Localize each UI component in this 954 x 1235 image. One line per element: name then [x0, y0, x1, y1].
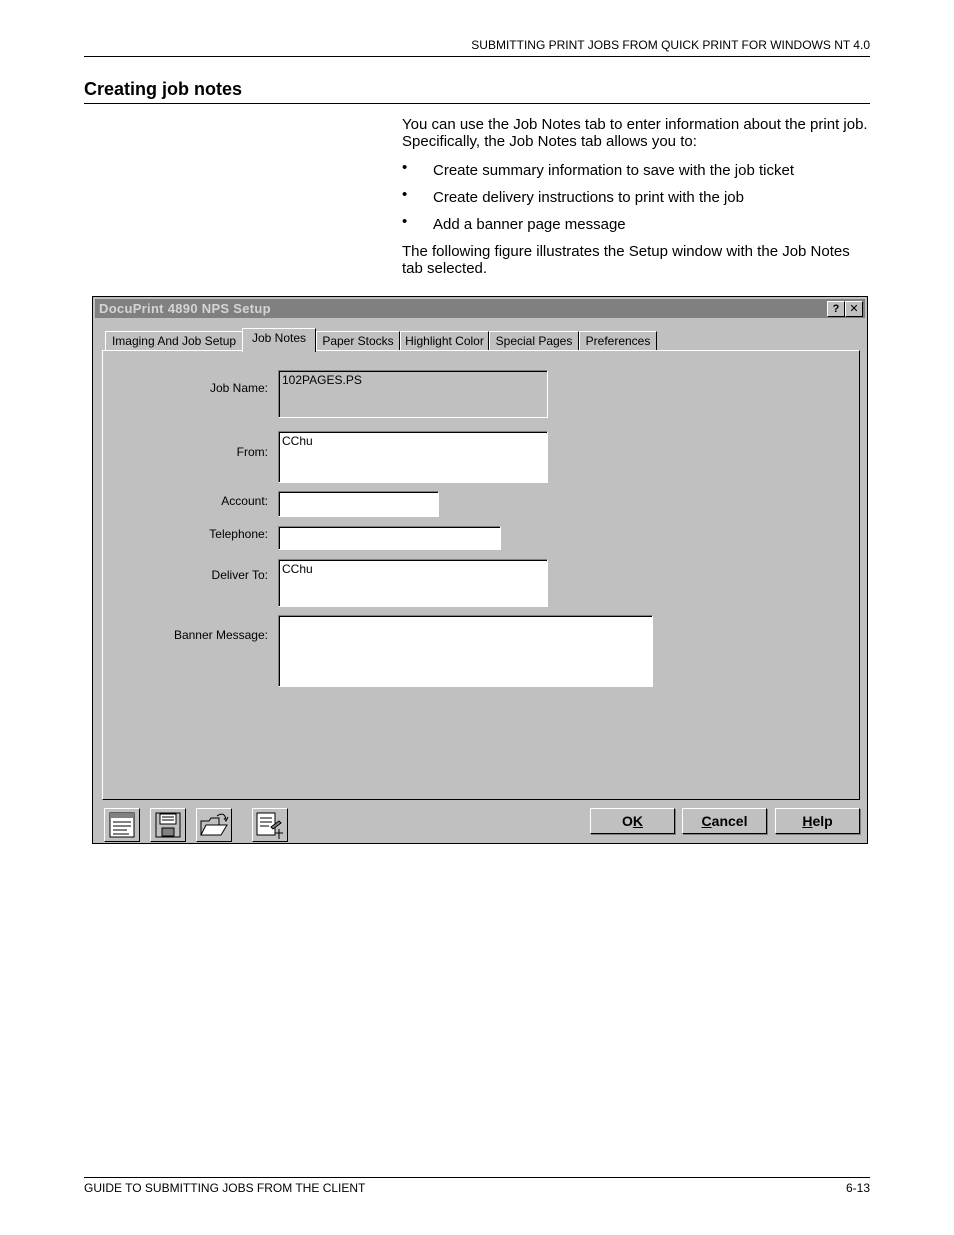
account-label: Account: — [221, 494, 268, 508]
close-icon[interactable]: ✕ — [845, 301, 863, 317]
tab-job-notes[interactable]: Job Notes — [242, 328, 316, 352]
save-button[interactable] — [150, 808, 186, 842]
section-title: Creating job notes — [84, 79, 243, 99]
bullet-icon: • — [402, 213, 408, 230]
dialog-title: DocuPrint 4890 NPS Setup — [99, 301, 271, 316]
bullet-text: Create summary information to save with the job ticket — [433, 162, 794, 179]
from-field[interactable]: CChu — [278, 431, 548, 483]
job-ticket-button[interactable] — [104, 808, 140, 842]
from-label: From: — [236, 445, 268, 459]
page-number: 6-13 — [845, 1181, 870, 1195]
section-rule — [84, 103, 870, 104]
ok-button-label: OK — [621, 813, 643, 829]
bullet-icon: • — [402, 159, 408, 176]
cancel-button[interactable] — [682, 808, 767, 834]
job-name-label: Job Name: — [209, 381, 268, 395]
deliver-to-field[interactable]: CChu — [278, 559, 548, 607]
help-button-label: Help — [802, 813, 833, 829]
header-rule — [84, 56, 870, 57]
open-button[interactable] — [196, 808, 232, 842]
open-folder-icon — [197, 809, 231, 841]
help-icon[interactable]: ? — [827, 301, 845, 317]
running-head: SUBMITTING PRINT JOBS FROM QUICK PRINT FOR WINDOWS NT 4.0 — [471, 38, 870, 52]
default-settings-icon — [253, 809, 287, 841]
tab-special-pages[interactable]: Special Pages — [489, 331, 579, 351]
job-notes-panel — [102, 350, 860, 800]
tab-preferences[interactable]: Preferences — [579, 331, 657, 351]
footer-rule — [84, 1177, 870, 1178]
tab-highlight-color[interactable]: Highlight Color — [400, 331, 489, 351]
bullet-icon: • — [402, 186, 408, 203]
save-disk-icon — [151, 809, 185, 841]
job-ticket-icon — [105, 809, 139, 841]
job-name-field[interactable]: 102PAGES.PS — [278, 370, 548, 418]
setup-dialog — [92, 296, 868, 844]
help-button[interactable] — [775, 808, 860, 834]
ok-button[interactable] — [590, 808, 675, 834]
bullet-text: Add a banner page message — [433, 216, 626, 233]
tab-paper-stocks[interactable]: Paper Stocks — [316, 331, 400, 351]
tab-imaging-and-job-setup[interactable]: Imaging And Job Setup — [105, 331, 243, 351]
banner-message-label: Banner Message: — [173, 628, 268, 642]
default-settings-button[interactable] — [252, 808, 288, 842]
deliver-to-label: Deliver To: — [211, 568, 268, 582]
footer-title: GUIDE TO SUBMITTING JOBS FROM THE CLIENT — [84, 1181, 366, 1195]
dialog-titlebar[interactable] — [95, 299, 865, 318]
outro-paragraph: The following figure illustrates the Setup window with the Job Notes tab selected. — [402, 243, 850, 277]
cancel-button-label: Cancel — [701, 813, 748, 829]
intro-paragraph: You can use the Job Notes tab to enter information about the print job. Specifically, the Job Notes tab allows you to: — [402, 116, 868, 150]
telephone-label: Telephone: — [209, 527, 268, 541]
bullet-text: Create delivery instructions to print with the job — [433, 189, 744, 206]
